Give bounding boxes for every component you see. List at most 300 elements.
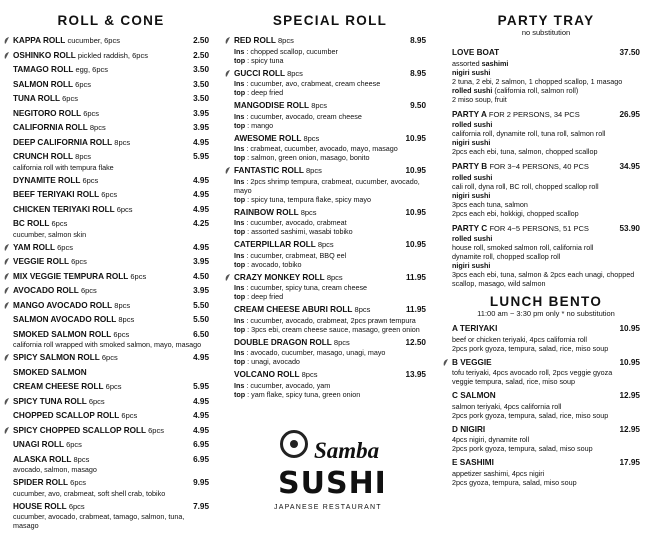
special-item xyxy=(234,134,426,163)
item-name: SPIDER ROLL 6pcs xyxy=(13,478,87,487)
item-ingredients: Ins : cucumber, avo, crabmeat, cream cheese xyxy=(234,79,381,88)
ins-label: Ins xyxy=(234,176,245,186)
item-line: dynamite roll, chopped scallop roll xyxy=(452,252,561,261)
item-qty: 8pcs xyxy=(301,370,318,379)
item-price: 6.50 xyxy=(193,329,209,339)
item-line-bold: rolled sushi xyxy=(452,172,493,182)
item-topping: top : 3pcs ebi, cream cheese sauce, masago, green onion xyxy=(234,324,420,334)
item-qty: 8pcs xyxy=(311,101,328,110)
item-price: 4.95 xyxy=(193,396,209,406)
item-price: 11.95 xyxy=(405,305,426,314)
menu-item xyxy=(13,243,209,254)
item-name: CHICKEN TERIYAKI ROLL 6pcs xyxy=(13,204,133,214)
item-sub: FOR 2 PERSONS, 34 PCS xyxy=(488,109,580,119)
item-topping: top : yam flake, spicy tuna, green onion xyxy=(234,389,361,399)
item-price: 2.50 xyxy=(193,50,209,60)
menu-item xyxy=(13,368,209,379)
ins-label: Ins xyxy=(234,79,245,88)
item-name: TAMAGO ROLL egg, 6pcs xyxy=(13,65,108,74)
item-line xyxy=(452,68,640,77)
item-name: CREAM CHEESE ROLL 6pcs xyxy=(13,382,122,391)
item-name: SPICY SALMON ROLL 6pcs xyxy=(13,353,118,362)
bento-item xyxy=(452,425,640,454)
menu-item xyxy=(13,138,209,149)
item-line: 4pcs nigiri, dynamite roll xyxy=(452,435,530,444)
item-price: 53.90 xyxy=(619,223,640,233)
special-roll-title: SPECIAL ROLL xyxy=(272,13,388,28)
item-price: 10.95 xyxy=(405,207,426,217)
item-name: SALMON ROLL 6pcs xyxy=(13,79,92,89)
item-topping: top : spicy tuna, tempura flake, spicy mayo xyxy=(234,194,372,204)
item-topping: top : spicy tuna xyxy=(234,55,284,65)
item-line: veggie tempura, salad, rice, miso soup xyxy=(452,377,576,386)
item-price: 6.95 xyxy=(193,440,209,449)
item-line xyxy=(452,234,640,243)
item-line: 2pcs each ebi, tuna, salmon, chopped scallop xyxy=(452,147,598,156)
item-qty: 8pcs xyxy=(114,300,131,310)
item-desc: cucumber, avo, crabmeat, soft shell crab, tobiko xyxy=(13,488,166,498)
vegetarian-leaf-icon xyxy=(4,427,10,435)
item-name: LOVE BOAT xyxy=(452,48,500,57)
special-item xyxy=(234,36,426,65)
special-item xyxy=(234,338,426,367)
item-qty: 6pcs xyxy=(148,425,164,435)
menu-item xyxy=(13,330,209,350)
item-name: D NIGIRI xyxy=(452,424,486,434)
menu-item xyxy=(13,411,209,422)
item-desc: avocado, salmon, masago xyxy=(13,465,97,474)
bento-item xyxy=(452,458,640,487)
menu-item xyxy=(13,301,209,312)
menu-item xyxy=(13,109,209,120)
menu-item xyxy=(13,286,209,297)
top-label: top xyxy=(234,227,246,236)
item-name: BEEF TERIYAKI ROLL 6pcs xyxy=(13,190,118,199)
item-qty: 6pcs xyxy=(66,440,82,449)
item-price: 10.95 xyxy=(405,240,426,249)
samba-sushi-logo xyxy=(258,428,408,523)
item-price: 4.95 xyxy=(193,411,209,420)
item-line xyxy=(452,173,640,182)
item-price: 9.50 xyxy=(410,101,426,110)
menu-item xyxy=(13,94,209,105)
vegetarian-leaf-icon xyxy=(225,37,231,45)
item-price: 12.50 xyxy=(405,337,426,347)
item-price: 10.95 xyxy=(405,166,426,175)
item-topping: top : mango xyxy=(234,120,274,130)
item-name: CHOPPED SCALLOP ROLL 6pcs xyxy=(13,411,138,420)
item-name: MANGODISE ROLL 8pcs xyxy=(234,101,328,110)
item-line: 2pcs each ebi, hokkigi, chopped scallop xyxy=(452,208,579,218)
item-ingredients: Ins : chopped scallop, cucumber xyxy=(234,46,338,56)
menu-item xyxy=(13,353,209,364)
vegetarian-leaf-icon xyxy=(225,274,231,282)
item-name: YAM ROLL 6pcs xyxy=(13,242,73,252)
item-name: AVOCADO ROLL 6pcs xyxy=(13,286,97,295)
item-price: 4.95 xyxy=(193,242,209,252)
item-qty: 6pcs xyxy=(130,271,147,281)
item-price: 3.50 xyxy=(193,79,209,89)
item-name: VOLCANO ROLL 8pcs xyxy=(234,370,318,379)
item-qty: 8pcs xyxy=(277,36,294,45)
menu-item xyxy=(13,440,209,451)
item-name: PARTY B FOR 3~4 PERSONS, 40 PCS xyxy=(452,162,589,171)
menu-item xyxy=(13,152,209,172)
item-line: assorted sashimi xyxy=(452,58,509,68)
menu-item xyxy=(13,123,209,134)
item-line xyxy=(452,138,640,147)
item-price: 10.95 xyxy=(619,324,640,333)
item-qty: 8pcs xyxy=(300,207,317,217)
item-line: 3pcs each tuna, salmon xyxy=(452,199,528,209)
party-tray-list xyxy=(452,48,640,288)
vegetarian-leaf-icon xyxy=(4,398,10,406)
item-qty: pickled raddish, 6pcs xyxy=(77,50,148,60)
ins-label: Ins xyxy=(234,46,245,56)
menu-item xyxy=(13,382,209,393)
lunch-bento-list xyxy=(452,324,640,487)
roll-cone-title: ROLL & CONE xyxy=(57,13,165,28)
item-price: 5.95 xyxy=(193,152,209,161)
menu-item xyxy=(13,80,209,91)
vegetarian-leaf-icon xyxy=(4,244,10,252)
bento-item xyxy=(452,391,640,420)
item-price: 3.50 xyxy=(193,65,209,74)
item-name: CREAM CHEESE ABURI ROLL 8pcs xyxy=(234,305,371,314)
menu-item xyxy=(13,397,209,408)
vegetarian-leaf-icon xyxy=(443,359,449,367)
item-qty: 6pcs xyxy=(71,257,87,266)
party-tray-title: PARTY TRAY xyxy=(497,13,595,28)
roll-cone-list xyxy=(13,36,209,530)
vegetarian-leaf-icon xyxy=(4,52,10,60)
item-name: CATERPILLAR ROLL 8pcs xyxy=(234,240,334,249)
item-line-bold: rolled sushi xyxy=(452,234,493,243)
menu-item xyxy=(13,426,209,437)
item-qty: 6pcs xyxy=(101,353,118,362)
roll-cone-column xyxy=(13,0,209,534)
party-item xyxy=(452,224,640,289)
menu-item xyxy=(13,176,209,187)
item-qty: 6pcs xyxy=(68,501,85,511)
item-topping: top : assorted sashimi, wasabi tobiko xyxy=(234,227,353,236)
top-label: top xyxy=(234,292,246,301)
item-price: 8.95 xyxy=(410,36,426,45)
bento-item xyxy=(452,358,640,387)
item-price: 37.50 xyxy=(619,48,640,57)
item-line: appetizer sashimi, 4pcs nigiri xyxy=(452,468,545,478)
item-qty: 8pcs xyxy=(326,272,343,282)
item-qty: 6pcs xyxy=(121,411,138,420)
top-label: top xyxy=(234,120,246,130)
item-line: house roll, smoked salmon roll, california roll xyxy=(452,243,594,252)
item-price: 12.95 xyxy=(619,424,640,434)
item-name: PARTY A FOR 2 PERSONS, 34 PCS xyxy=(452,109,580,119)
item-qty: 8pcs xyxy=(73,454,90,464)
vegetarian-leaf-icon xyxy=(4,287,10,295)
item-ingredients: Ins : avocado, cucumber, masago, unagi, mayo xyxy=(234,348,386,357)
item-name: OSHINKO ROLL pickled raddish, 6pcs xyxy=(13,50,148,60)
item-qty: 6pcs xyxy=(51,219,68,228)
item-sub: FOR 4~5 PERSONS, 51 PCS xyxy=(489,223,589,233)
item-price: 4.95 xyxy=(193,190,209,199)
menu-item xyxy=(13,272,209,283)
item-price: 3.95 xyxy=(193,123,209,132)
special-item xyxy=(234,305,426,334)
menu-item xyxy=(13,65,209,76)
item-ingredients: Ins : 2pcs shrimp tempura, crabmeat, cucumber, avocado, mayo xyxy=(234,176,420,195)
item-qty: 6pcs xyxy=(83,108,100,118)
item-name: SALMON AVOCADO ROLL 8pcs xyxy=(13,315,135,324)
party-item xyxy=(452,48,640,104)
item-name: E SASHIMI xyxy=(452,458,494,467)
item-name: UNAGI ROLL 6pcs xyxy=(13,440,82,449)
menu-item xyxy=(13,478,209,498)
item-name: RAINBOW ROLL 8pcs xyxy=(234,207,317,217)
item-price: 2.50 xyxy=(193,36,209,45)
item-qty: 6pcs xyxy=(116,204,133,214)
item-line: 2pcs pork gyoza, tempura, salad, miso soup xyxy=(452,444,593,453)
bento-item xyxy=(452,324,640,353)
special-item xyxy=(234,240,426,269)
item-price: 6.95 xyxy=(193,454,209,464)
item-ingredients: Ins : cucumber, spicy tuna, cream cheese xyxy=(234,283,368,292)
item-line-bold: nigiri sushi xyxy=(452,190,491,200)
item-line: 3pcs each ebi, tuna, salmon & 2pcs each unagi, chopped scallop, masago, wild salmon xyxy=(452,270,635,288)
item-topping: top : avocado, tobiko xyxy=(234,259,302,269)
item-topping: top : deep fried xyxy=(234,292,284,301)
item-price: 5.95 xyxy=(193,382,209,391)
item-qty: 8pcs xyxy=(354,305,371,314)
vegetarian-leaf-icon xyxy=(4,273,10,281)
item-line-bold: rolled sushi xyxy=(452,85,493,95)
special-item xyxy=(234,101,426,130)
item-name: MANGO AVOCADO ROLL 8pcs xyxy=(13,300,131,310)
item-qty: 6pcs xyxy=(101,190,118,199)
item-topping: top : salmon, green onion, masago, bonito xyxy=(234,153,370,162)
item-name: BC ROLL 6pcs xyxy=(13,219,68,228)
item-name: B VEGGIE xyxy=(452,357,492,367)
vegetarian-leaf-icon xyxy=(4,302,10,310)
item-name: ALASKA ROLL 8pcs xyxy=(13,454,90,464)
item-ingredients: Ins : cucumber, crabmeat, BBQ eel xyxy=(234,250,347,260)
item-price: 10.95 xyxy=(405,133,426,143)
item-line: 2 tuna, 2 ebi, 2 salmon, 1 chopped scallop, 1 masago xyxy=(452,76,623,86)
item-qty: egg, 6pcs xyxy=(75,65,108,74)
item-qty: 8pcs xyxy=(118,315,135,324)
item-qty: 8pcs xyxy=(303,133,320,143)
special-item xyxy=(234,370,426,399)
item-price: 4.95 xyxy=(193,425,209,435)
menu-item xyxy=(13,455,209,475)
item-line: beef or chicken teriyaki, 4pcs california roll xyxy=(452,334,588,344)
item-price: 9.95 xyxy=(193,478,209,487)
ins-label: Ins xyxy=(234,144,245,153)
item-price: 3.95 xyxy=(193,286,209,295)
item-price: 4.50 xyxy=(193,271,209,281)
item-price: 4.95 xyxy=(193,137,209,147)
top-label: top xyxy=(234,153,246,162)
item-name: HOUSE ROLL 6pcs xyxy=(13,501,85,511)
item-name: TUNA ROLL 6pcs xyxy=(13,94,78,103)
logo-restaurant: JAPANESE RESTAURANT xyxy=(274,504,382,511)
item-name: SMOKED SALMON xyxy=(13,367,87,377)
item-name: CRUNCH ROLL 8pcs xyxy=(13,152,92,161)
item-qty: 8pcs xyxy=(333,337,350,347)
item-name: PARTY C FOR 4~5 PERSONS, 51 PCS xyxy=(452,223,589,233)
item-name: VEGGIE ROLL 6pcs xyxy=(13,257,87,266)
item-price: 5.50 xyxy=(193,300,209,310)
item-qty: 6pcs xyxy=(105,382,122,391)
item-qty: 6pcs xyxy=(70,478,87,487)
vegetarian-leaf-icon xyxy=(4,37,10,45)
item-name: SPICY CHOPPED SCALLOP ROLL 6pcs xyxy=(13,425,164,435)
party-tray-note: no substitution xyxy=(521,28,571,37)
item-desc: california roll with tempura flake xyxy=(13,162,114,172)
item-qty: 6pcs xyxy=(113,329,130,339)
ins-label: Ins xyxy=(234,250,245,260)
item-name: CALIFORNIA ROLL 8pcs xyxy=(13,123,106,132)
item-price: 3.50 xyxy=(193,94,209,103)
item-name: DOUBLE DRAGON ROLL 8pcs xyxy=(234,337,350,347)
item-ingredients: Ins : cucumber, avocado, yam xyxy=(234,380,331,390)
special-item xyxy=(234,166,426,204)
vegetarian-leaf-icon xyxy=(4,258,10,266)
item-name: FANTASTIC ROLL 8pcs xyxy=(234,166,322,175)
item-name: DEEP CALIFORNIA ROLL 8pcs xyxy=(13,137,131,147)
item-name: MIX VEGGIE TEMPURA ROLL 6pcs xyxy=(13,271,147,281)
item-price: 7.95 xyxy=(193,501,209,511)
special-roll-column xyxy=(234,0,426,403)
item-name: C SALMON xyxy=(452,391,496,400)
item-qty: 8pcs xyxy=(287,68,303,78)
party-tray-column xyxy=(452,0,640,492)
item-price: 26.95 xyxy=(619,109,640,119)
item-name: SMOKED SALMON ROLL 6pcs xyxy=(13,329,130,339)
item-desc: california roll wrapped with smoked salmon, mayo, masago xyxy=(13,340,202,349)
special-item xyxy=(234,69,426,98)
ins-label: Ins xyxy=(234,283,245,292)
item-line: 2 miso soup, fruit xyxy=(452,94,507,104)
menu-item xyxy=(13,190,209,201)
item-line-bold: nigiri sushi xyxy=(452,138,491,147)
item-desc: cucumber, salmon skin xyxy=(13,229,87,239)
menu-item xyxy=(13,51,209,62)
item-ingredients: Ins : cucumber, avocado, cream cheese xyxy=(234,111,362,121)
ins-label: Ins xyxy=(234,315,245,325)
ins-label: Ins xyxy=(234,218,245,227)
lunch-bento-note: 11:00 am ~ 3:30 pm only * no substitution xyxy=(477,309,615,318)
item-line-bold: nigiri sushi xyxy=(452,67,491,77)
special-item xyxy=(234,273,426,302)
top-label: top xyxy=(234,324,246,334)
item-name: RED ROLL 8pcs xyxy=(234,36,294,45)
ins-label: Ins xyxy=(234,348,245,357)
item-line-bold: sashimi xyxy=(481,58,509,68)
lunch-bento-title: LUNCH BENTO xyxy=(489,294,603,309)
item-line: salmon teriyaki, 4pcs california roll xyxy=(452,401,562,411)
logo-samba: Samba xyxy=(314,438,380,463)
menu-item xyxy=(13,205,209,216)
item-line: cali roll, dyna roll, BC roll, chopped scallop roll xyxy=(452,181,599,191)
item-price: 17.95 xyxy=(619,458,640,467)
item-qty: 8pcs xyxy=(317,240,334,249)
item-price: 34.95 xyxy=(619,162,640,171)
menu-item xyxy=(13,219,209,239)
item-price: 3.95 xyxy=(193,257,209,266)
top-label: top xyxy=(234,259,246,269)
item-name: CRAZY MONKEY ROLL 8pcs xyxy=(234,272,343,282)
item-qty: 6pcs xyxy=(57,242,73,252)
item-sub: FOR 3~4 PERSONS, 40 PCS xyxy=(489,162,589,171)
top-label: top xyxy=(234,88,246,97)
item-price: 11.95 xyxy=(405,272,426,282)
item-line: rolled sushi (california roll, salmon roll) xyxy=(452,85,579,95)
item-price: 10.95 xyxy=(619,357,640,367)
item-ingredients: Ins : cucumber, avocado, crabmeat, 2pcs prawn tempura xyxy=(234,315,416,325)
item-ingredients: Ins : crabmeat, cucumber, avocado, mayo, masago xyxy=(234,144,398,153)
item-qty: 6pcs xyxy=(80,286,97,295)
top-label: top xyxy=(234,194,246,204)
item-price: 4.95 xyxy=(193,204,209,214)
item-name: NEGITORO ROLL 6pcs xyxy=(13,108,100,118)
ins-label: Ins xyxy=(234,111,245,121)
special-roll-list xyxy=(234,36,426,399)
menu-item xyxy=(13,315,209,326)
item-line: california roll, dynamite roll, tuna roll, salmon roll xyxy=(452,129,606,138)
item-price: 4.25 xyxy=(193,219,209,228)
item-price: 4.95 xyxy=(193,353,209,362)
item-qty: 8pcs xyxy=(306,166,322,175)
item-topping: top : unagi, avocado xyxy=(234,357,300,366)
item-name: GUCCI ROLL 8pcs xyxy=(234,68,303,78)
item-topping: top : deep fried xyxy=(234,88,284,97)
item-price: 8.95 xyxy=(410,68,426,78)
item-price: 3.95 xyxy=(193,108,209,118)
party-item xyxy=(452,162,640,218)
ins-label: Ins xyxy=(234,380,245,390)
item-line: 2pcs pork gyoza, tempura, salad, rice, miso soup xyxy=(452,410,609,420)
item-name: KAPPA ROLL cucumber, 6pcs xyxy=(13,36,120,45)
top-label: top xyxy=(234,389,246,399)
item-price: 12.95 xyxy=(619,391,640,400)
top-label: top xyxy=(234,357,246,366)
vegetarian-leaf-icon xyxy=(225,70,231,78)
item-qty: 6pcs xyxy=(62,94,78,103)
item-name: DYNAMITE ROLL 6pcs xyxy=(13,175,99,185)
item-line: 2pcs gyoza, tempura, salad, miso soup xyxy=(452,477,577,487)
item-line xyxy=(452,191,640,200)
logo-sushi: SUSHI xyxy=(278,466,387,501)
item-qty: 6pcs xyxy=(82,175,99,185)
item-qty: 6pcs xyxy=(88,396,105,406)
item-qty: 8pcs xyxy=(89,123,106,132)
item-price: 4.95 xyxy=(193,175,209,185)
item-price: 13.95 xyxy=(405,370,426,379)
sushi-roll-icon xyxy=(280,430,308,458)
item-line: tofu teriyaki, 4pcs avocado roll, 2pcs veggie gyoza xyxy=(452,368,613,377)
menu-item xyxy=(13,502,209,531)
top-label: top xyxy=(234,55,246,65)
item-qty: 8pcs xyxy=(75,152,92,161)
item-name: A TERIYAKI xyxy=(452,324,498,333)
item-line: 2pcs pork gyoza, tempura, salad, rice, miso soup xyxy=(452,343,609,353)
menu-item xyxy=(13,36,209,47)
item-qty: 8pcs xyxy=(114,137,131,147)
item-qty: cucumber, 6pcs xyxy=(67,36,120,45)
special-item xyxy=(234,208,426,237)
party-item xyxy=(452,110,640,157)
